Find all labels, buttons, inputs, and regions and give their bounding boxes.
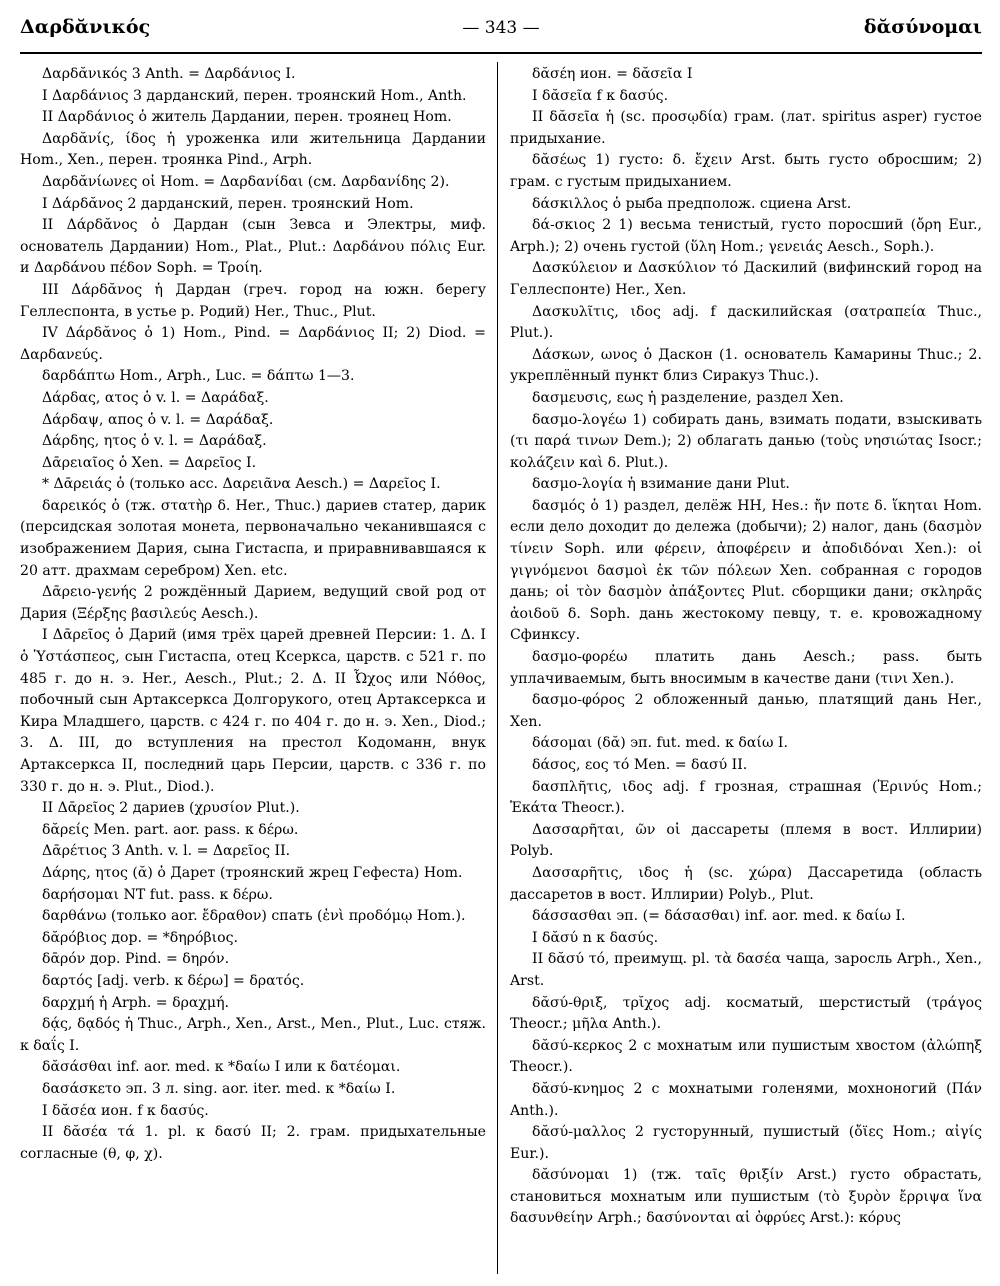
dictionary-entry: II Δάρδᾰνος ὁ Дардан (сын Зевса и Электры, миф. основатель Дардании) Hom., Plat., Plut.: Δαρδάνου πόλις Eur. и Δαρδάνου πέδον Soph. = Τροίη. [20,217,486,277]
dictionary-entry: δαρθάνω (только aor. ἔδραθον) спать (ἐνὶ προδόμῳ Hom.). [42,908,466,925]
dictionary-entry: IV Δάρδᾰνος ὁ 1) Hom., Pind. = Δαρδάνιος II; 2) Diod. = Δαρδανεύς. [20,325,486,363]
dictionary-entry: Δάσκων, ωνος ὁ Даскон (1. основатель Камарины Thuc.; 2. укреплённый пункт близ Сиракуз Thuc.). [510,346,982,385]
dictionary-entry: δᾰρόβιος дор. = *δηρόβιος. [42,929,239,946]
dictionary-entry: δασμο-λογέω 1) собирать дань, взимать подати, взыскивать (τι παρά τινων Dem.); 2) облагать данью (τοὺς νησιώτας Isocr.; κολάζειν καὶ δ. Plut.). [510,411,982,471]
dictionary-entry: δᾱρόν дор. Pind. = δηρόν. [42,951,230,968]
dictionary-entry: δάσομαι (δᾰ) эп. fut. med. к δαίω I. [532,735,788,752]
dictionary-entry: II Δαρδάνιος ὁ житель Дардании, перен. троянец Hom. [42,109,452,126]
dictionary-entry: Δαρδᾰνίς, ίδος ἡ уроженка или жительница Дардании Hom., Xen., перен. троянка Pind., Arph. [20,130,486,169]
dictionary-entry: δάσσασθαι эп. (= δάσασθαι) inf. aor. med. к δαίω I. [532,908,906,925]
dictionary-entry: δᾰσάσθαι inf. aor. med. к *δαίω I или к δατέομαι. [42,1059,401,1076]
right-column [510,64,982,1230]
dictionary-entry: I Δαρδάνιος 3 дарданский, перен. троянский Hom., Anth. [42,87,467,104]
dictionary-entry: Δάρδας, ατος ὁ v. l. = Δαράδαξ. [42,389,269,406]
dictionary-entry: III Δάρδᾰνος ἡ Дардан (греч. город на южн. берегу Геллеспонта, в устье р. Родий) Her., Thuc., Plut. [20,281,486,320]
dictionary-entry: δασπλῆτις, ιδος adj. f грозная, страшная (Ἐρινύς Hom.; Ἑκάτα Theocr.). [510,778,982,817]
dictionary-entry: Δάρδαψ, απος ὁ v. l. = Δαράδαξ. [42,411,274,428]
dictionary-entry: δάσκιλλος ὁ рыба предполож. сциена Arst. [532,195,852,212]
dictionary-entry: δασμευσις, εως ἡ разделение, раздел Xen. [532,389,844,406]
dictionary-entry: * Δᾱρειάς ὁ (только acc. Δαρειᾶνα Aesch.) = Δαρεῖος I. [42,476,441,493]
dictionary-entry: δᾰσύ-κερκος 2 с мохнатым или пушистым хвостом (ἀλώπηξ Theocr.). [510,1037,982,1076]
dictionary-entry: δᾰσύ-θριξ, τρῐχος adj. косматый, шерстистый (τράγος Theocr.; μῆλα Anth.). [510,994,982,1033]
dictionary-entry: δαρχμή ἡ Arph. = δραχμή. [42,994,230,1011]
dictionary-entry: Δασκύλειον и Δασκύλιον τό Даскилий (вифинский город на Геллеспонте) Her., Xen. [510,260,982,298]
dictionary-entry: Δᾱρέτιος 3 Anth. v. l. = Δαρεῖος II. [42,843,291,860]
column-divider [497,62,498,1274]
dictionary-entry: δαρεικός ὁ (тж. στατὴρ δ. Her., Thuc.) дариев статер, дарик (персидская золотая монета, первоначально чеканившаяся с изображением Дария, сына Гистаспа, и приравнивавшаяся к 20 атт. драхмам серебром) Xen. etc. [20,497,486,579]
dictionary-entry: δασάσκετο эп. 3 л. sing. aor. iter. med. к *δαίω I. [42,1080,396,1097]
dictionary-entry: I δᾰσύ n к δασύς. [532,929,659,946]
dictionary-entry: δᾰσύ-μαλλος 2 густорунный, пушистый (ὄϊες Hom.; αἰγίς Eur.). [510,1124,982,1162]
left-guide-word: Δαρδᾰνικός [20,16,151,38]
dictionary-entry: δᾰσύ-κνημος 2 с мохнатыми голенями, мохноногий (Πάν Anth.). [510,1080,982,1119]
dictionary-entry: Δαρδᾰνίωνες οἱ Hom. = Δαρδανίδαι (см. Δαρδανίδης 2). [42,173,450,190]
dictionary-entry: I Δᾱρεῖος ὁ Дарий (имя трёх царей древней Персии: 1. Δ. I ὁ Ὑστάσπεος, сын Гистаспа, отец Ксеркса, царств. с 521 г. по 485 г. до н. э. Her., Aesch., Plut.; 2. Δ. II Ὦχος или Νόθος, побочный сын Артаксеркса Долгорукого, отец Артаксеркса и Кира Младшего, царств. с 424 г. по 404 г. до н. э. Xen., Diod.; 3. Δ. III, до вступления на престол Кодоманн, внук Артаксеркса II, последний царь Персии, царств. с 336 г. по 330 г. до н. э. Plut., Diod.). [20,627,486,795]
dictionary-entry: II δᾰσύ τό, преимущ. pl. τὰ δασέα чаща, заросль Arph., Xen., Arst. [510,951,982,989]
dictionary-entry: δάσος, εος τό Men. = δασύ II. [532,757,748,773]
dictionary-entry: Δάρης, ητος (ᾰ) ὁ Дарет (троянский жрец Гефеста) Hom. [42,864,463,881]
page-number: — 343 — [462,18,540,38]
dictionary-entry: δαρτός [adj. verb. к δέρω] = δρατός. [42,972,305,989]
dictionary-entry: II δᾰσεῖα ἡ (sc. προσῳδία) грам. (лат. spiritus asper) густое придыхание. [510,109,982,147]
right-guide-word: δᾰσύνομαι [863,16,982,38]
dictionary-entry: Δᾱρειο-γενής 2 рождённый Дарием, ведущий свой род от Дария (Ξέρξης βασιλεύς Aesch.). [20,584,486,622]
dictionary-entry: δαρήσομαι NT fut. pass. к δέρω. [42,886,273,903]
dictionary-entry: II Δᾱρεῖος 2 дариев (χρυσίον Plut.). [42,800,300,817]
dictionary-entry: δασμο-φορέω платить дань Aesch.; pass. быть уплачиваемым, быть вносимым в качестве дани (τινι Xen.). [510,649,982,687]
dictionary-entry: I Δάρδᾰνος 2 дарданский, перен. троянский Hom. [42,195,414,212]
dictionary-entry: δᾰσέως 1) густо: δ. ἔχειν Arst. быть густо обросшим; 2) грам. с густым придыханием. [510,152,982,190]
dictionary-entry: δαρδάπτω Hom., Arph., Luc. = δάπτω 1—3. [42,368,355,385]
page-header [20,12,982,52]
dictionary-entry: Δασσαρῆται, ῶν οἱ дассареты (племя в вост. Иллирии) Polyb. [510,821,982,860]
dictionary-entry: δά-σκιος 2 1) весьма тенистый, густо поросший (ὄρη Eur., Arph.); 2) очень густой (ὕλη Hom.; γενειάς Aesch., Soph.). [510,217,982,255]
dictionary-entry: II δᾰσέα τά 1. pl. к δασύ II; 2. грам. придыхательные согласные (θ, φ, χ). [20,1124,486,1162]
dictionary-entry: δασμο-φόρος 2 обложенный данью, платящий дань Her., Xen. [510,692,982,730]
dictionary-entry: Δάρδης, ητος ὁ v. l. = Δαράδαξ. [42,433,267,450]
dictionary-entry: I δᾰσέα ион. f к δασύς. [42,1102,209,1119]
dictionary-entry: δᾰσύνομαι 1) (тж. ταῖς θριξίν Arst.) густо обрастать, становиться мохнатым или пушистым (τὸ ξυρὸν ἔρριψα ἵνα δασυνθείην Arph.; δασύνονται αἱ ὀφρύες Arst.): κόρυς [510,1167,982,1227]
left-column [20,64,486,1165]
dictionary-entry: δᾴς, δᾳδός ἡ Thuc., Arph., Xen., Arst., Men., Plut., Luc. стяж. к δαΐς I. [20,1016,486,1054]
dictionary-entry: δασμο-λογία ἡ взимание дани Plut. [532,476,790,493]
dictionary-entry: Δᾱρειαῖος ὁ Xen. = Δαρεῖος I. [42,454,257,471]
dictionary-entry: Δασκυλῖτις, ιδος adj. f даскилийская (σατραπεία Thuc., Plut.). [510,303,982,342]
header-rule [20,52,982,54]
dictionary-entry: Δασσαρῆτις, ιδος ἡ (sc. χώρα) Дассаретида (область дассаретов в вост. Иллирии) Polyb., Plut. [510,864,982,903]
dictionary-entry: Δαρδᾰνικός 3 Anth. = Δαρδάνιος I. [42,66,296,82]
dictionary-entry: δασμός ὁ 1) раздел, делёж HH, Hes.: ἤν ποτε δ. ἵκηται Hom. если дело доходит до дележа (добычи); 2) налог, дань (δασμὸν τίνειν Soph. или φέρειν, ἀποφέρειν и ἀποδιδόναι Xen.): οἱ γιγνόμενοι δασμοὶ ἐκ τῶν πόλεων Xen. собранная с городов дань; οἱ τὸν δασμὸν ἀπάξοντες Plut. сборщики дани; σκληρᾶς ἀοιδοῦ δ. Soph. дань жестокому певцу, т. е. кровожадному Сфинксу. [510,497,982,644]
dictionary-entry: δᾰσέη ион. = δᾰσεῖα I [532,66,693,82]
dictionary-entry: δᾰρείς Men. part. aor. pass. к δέρω. [42,821,299,838]
dictionary-entry: I δᾰσεῖα f к δασύς. [532,87,669,104]
